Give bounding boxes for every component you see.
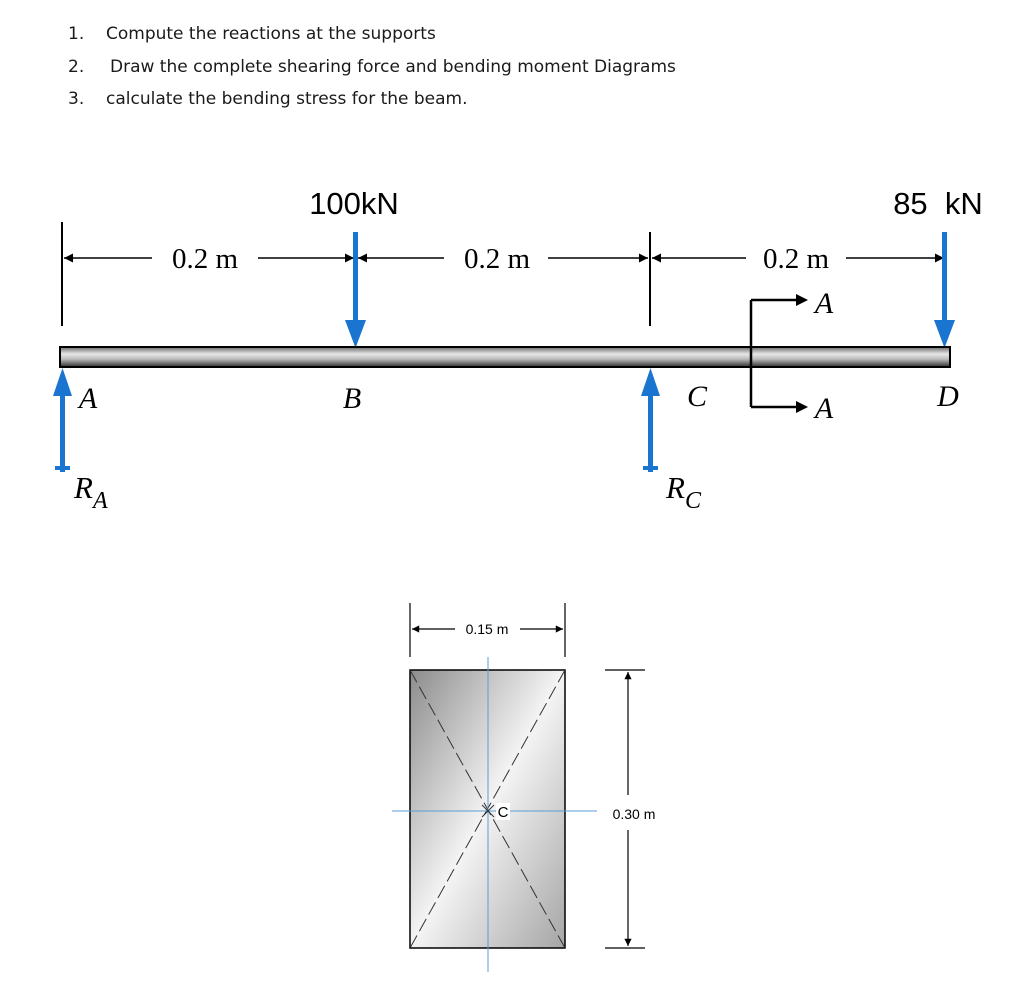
height-label: 0.30 m — [612, 806, 656, 822]
section-label-top: A — [814, 287, 834, 320]
span-cd-label: 0.2 m — [762, 243, 830, 275]
load-b-label: 100kN — [309, 186, 399, 221]
question-2-text: Draw the complete shearing force and bending moment Diagrams — [110, 57, 676, 77]
centroid-label: C — [497, 804, 509, 821]
load-arrow-d — [934, 232, 955, 348]
point-a-label: A — [78, 382, 98, 415]
reaction-a-label: $R_A$ — [74, 470, 108, 514]
beam — [60, 347, 950, 367]
question-3-text: calculate the bending stress for the beam. — [106, 89, 468, 109]
point-d-label: D — [937, 380, 959, 413]
span-ab-label: 0.2 m — [171, 243, 239, 275]
cross-section — [392, 603, 655, 972]
span-bc-label: 0.2 m — [463, 243, 531, 275]
question-1-text: Compute the reactions at the supports — [106, 24, 436, 44]
reaction-arrow-c — [641, 368, 660, 472]
load-arrow-b — [345, 232, 366, 348]
section-label-bottom: A — [814, 392, 834, 425]
point-c-label: C — [686, 380, 708, 413]
point-b-label: B — [342, 382, 362, 415]
reaction-c-label: $R_C$ — [666, 470, 701, 514]
reaction-arrow-a — [53, 368, 72, 472]
load-d-label: 85 kN — [893, 186, 983, 221]
width-label: 0.15 m — [465, 621, 509, 637]
